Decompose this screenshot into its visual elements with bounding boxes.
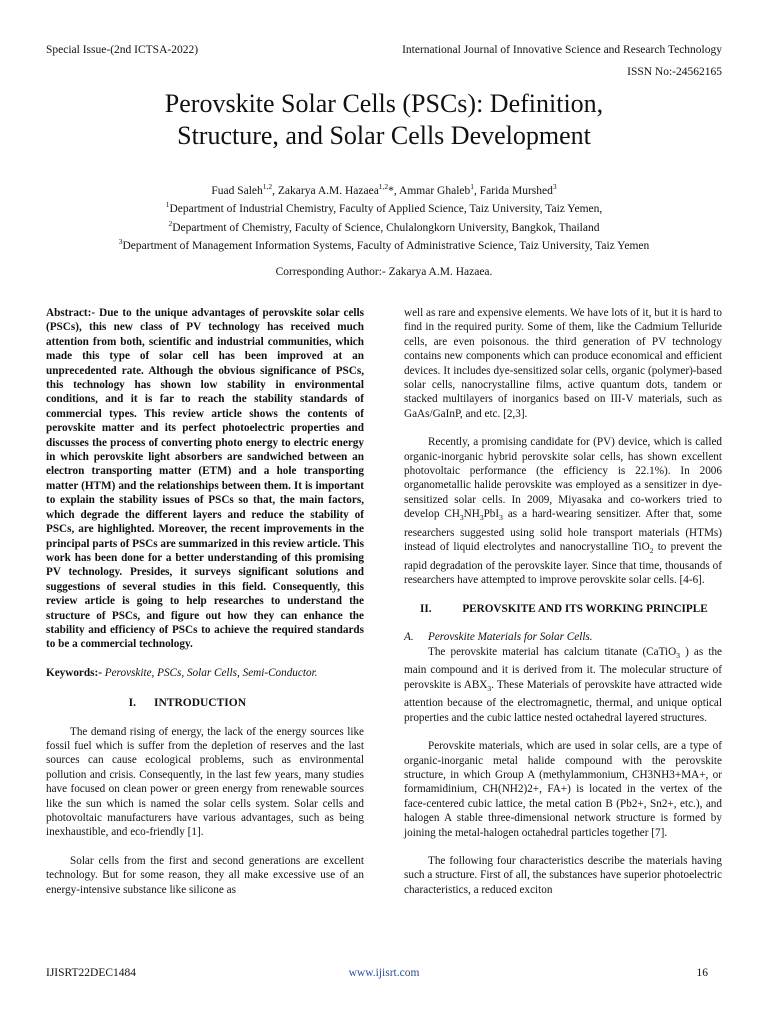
affiliation-1 xyxy=(40,198,728,216)
abstract: Abstract:- Due to the unique advantages of perovskite solar cells (PSCs), this new class of PV technology has received much attention from both, scientific and industrial communities, which made this type of solar cell has been improved at an unprecedented rate. Although the obvious significance of PSCs, this technology has shown low stability in environmental conditions, and it is far to reach the stability standards of commercial types. This review article shows the contents of perovskite matter and its perfect photoelectric properties and discusses the process of converting photo energy to electric energy in which perovskite light absorbers are sandwiched between an electron transporting matter (ETM) and a hole transporting matter (HTM) and the relationships between them. It is important to explain the stability issues of PSCs so that, the main factors, which degrade the different layers and reduce the stability of PSCs, are highlighted. Moreover, the recent improvements in the principal parts of PSCs are summarized in this review article. This work has been done for a better understanding of this promising PV technology. Presides, it surveys significant solutions and suggestions of several studies in this field. Consequently, this review article is going to help researches to understand the structure of PSCs, and figure out how they can enhance the stability and efficiency of PSCs to achieve the required standards to be a commercial technology. xyxy=(46,307,364,651)
body-paragraph xyxy=(404,645,722,726)
affiliation-text: Department of Industrial Chemistry, Faculty of Applied Science, Taiz University, Taiz Yemen, xyxy=(169,203,603,216)
text-run: ) as the main compound and it is derived from it. The molecular structure of perovskite is ABX xyxy=(404,645,722,691)
affiliation-text: Department of Management Information Systems, Faculty of Administrative Science, Taiz University, Taiz Yemen xyxy=(122,239,650,252)
subscript: 3 xyxy=(676,650,680,660)
author-name: , Zakarya A.M. Hazaea xyxy=(272,184,379,197)
affiliation-text: Department of Chemistry, Faculty of Science, Chulalongkorn University, Bangkok, Thailand xyxy=(172,221,600,234)
body-paragraph: Perovskite materials, which are used in solar cells, are a type of organic-inorganic metal halide compound with the perovskite structure, in which Group A (methylammonium, CH3NH3+MA+, or formamidinium, CH(NH2)2+, FA+) is located in the vertex of the face-centered cubic lattice, the metal cation B (Pb2+, Sn2+, etc.), and halogen A stable three-dimensional network structure is formed by joining the metal-halogen octahedral particles together [7]. xyxy=(404,740,722,839)
affiliation-mark: 1 xyxy=(470,182,474,191)
subscript: 3 xyxy=(499,513,503,523)
author-name: *, Ammar Ghaleb xyxy=(388,184,471,197)
affiliation-mark: 1 xyxy=(165,200,170,210)
author-name: , Farida Murshed xyxy=(474,184,553,197)
body-paragraph: The following four characteristics describe the materials having such a structure. First of all, the substances have superior photoelectric characteristics, a reduced exciton xyxy=(404,854,722,896)
section-title: PEROVSKITE AND ITS WORKING PRINCIPLE xyxy=(462,602,708,615)
section-number: II. xyxy=(420,602,432,615)
issn-label: ISSN No:-24562165 xyxy=(627,66,722,78)
keywords-list: Perovskite, PSCs, Solar Cells, Semi-Conductor. xyxy=(101,666,318,679)
section-heading-perovskite xyxy=(404,602,722,616)
text-run: PbI xyxy=(483,508,500,521)
text-run: . These Materials of perovskite have attracted wide attention because of the electromagnetic, thermal, and unique optical properties and the cubic lattice nested octahedral layered structures. xyxy=(404,678,722,724)
paper-id: IJISRT22DEC1484 xyxy=(46,967,137,979)
subsection-heading xyxy=(404,630,722,644)
subscript: 3 xyxy=(479,513,484,523)
affiliation-mark: 3 xyxy=(118,236,123,246)
right-column xyxy=(404,306,722,897)
keywords xyxy=(46,666,364,680)
paper-title xyxy=(60,88,708,152)
title-line-2: Structure, and Solar Cells Development xyxy=(177,121,591,150)
body-paragraph: Solar cells from the first and second generations are excellent technology. But for some reason, they all make excessive use of an energy-intensive substance like silicone as xyxy=(46,854,364,896)
affiliation-3 xyxy=(40,235,728,253)
affiliation-mark: 1,2 xyxy=(262,182,273,191)
subsection-label: A. xyxy=(404,631,414,644)
affiliation-mark: 3 xyxy=(552,182,557,191)
subscript: 3 xyxy=(459,513,464,523)
running-header-issue: Special Issue-(2nd ICTSA-2022) xyxy=(46,44,199,56)
journal-website-link[interactable]: www.ijisrt.com xyxy=(348,967,420,979)
running-header-journal: International Journal of Innovative Science and Research Technology xyxy=(402,44,722,56)
title-line-1: Perovskite Solar Cells (PSCs): Definition, xyxy=(164,89,604,118)
body-paragraph: well as rare and expensive elements. We have lots of it, but it is hard to find in the required purity. Some of them, like the Cadmium Telluride cells, are even poisonous. the third generation of PV technology contains new components which can produce economical and efficient devices. It includes dye-sensitized solar cells, organic (polymer)-based solar cells, nanocrystalline films, active quantum dots, tandem or stacked multilayers of inorganics based on III-V materials, such as GaAs/GaInP, and etc. [2,3]. xyxy=(404,307,722,420)
body-paragraph xyxy=(404,435,722,588)
text-run: The perovskite material has calcium titanate (CaTiO xyxy=(428,645,677,658)
author-list xyxy=(40,180,728,198)
corresponding-author: Corresponding Author:- Zakarya A.M. Hazaea. xyxy=(275,266,493,278)
subscript: 2 xyxy=(649,546,654,556)
text-run: as a hard-wearing sensitizer. After that, some researchers suggested using solid hole transport materials (HTMs) instead of liquid electrolytes and nanocrystalline TiO xyxy=(404,508,722,554)
section-title: INTRODUCTION xyxy=(154,697,247,710)
affiliation-mark: 2 xyxy=(168,218,173,228)
affiliation-mark: 1,2 xyxy=(378,182,389,191)
author-name: Fuad Saleh xyxy=(211,184,263,197)
body-paragraph: The demand rising of energy, the lack of the energy sources like fossil fuel which is suffer from the depletion of reserves and the last sources can cause ecological problems, such as environmental pollution and crisis. Consequently, in the last few years, many studies have focused on clean power or green energy from renewable sources like the sun which is named the solar cells system. Solar cells and photovoltaic manufacturers have various advantages, such as being inexhaustible, and eco-friendly [1]. xyxy=(46,725,364,839)
section-heading-introduction xyxy=(46,696,364,710)
author-block xyxy=(40,180,728,253)
subscript: 3 xyxy=(487,683,492,693)
keywords-label: Keywords:- xyxy=(46,666,102,679)
page-number: 16 xyxy=(696,967,708,979)
affiliation-2 xyxy=(40,217,728,235)
text-run: to prevent the rapid degradation of the perovskite layer. Since that time, thousands of researchers have attempted to improve perovskite solar cells. [4-6]. xyxy=(404,541,722,587)
text-run: NH xyxy=(463,508,480,521)
section-number: I. xyxy=(128,697,136,710)
left-column xyxy=(46,306,364,897)
subsection-title: Perovskite Materials for Solar Cells. xyxy=(428,631,593,644)
text-run: Recently, a promising candidate for (PV) device, which is called organic-inorganic hybrid perovskite solar cells, has shown excellent photovoltaic performance (the efficiency is 22.1%). In 2006 organometallic halide perovskite was employed as a sensitizer in dye-sensitized solar cells. In 2009, Miyasaka and co-workers tried to develop CH xyxy=(404,436,722,521)
